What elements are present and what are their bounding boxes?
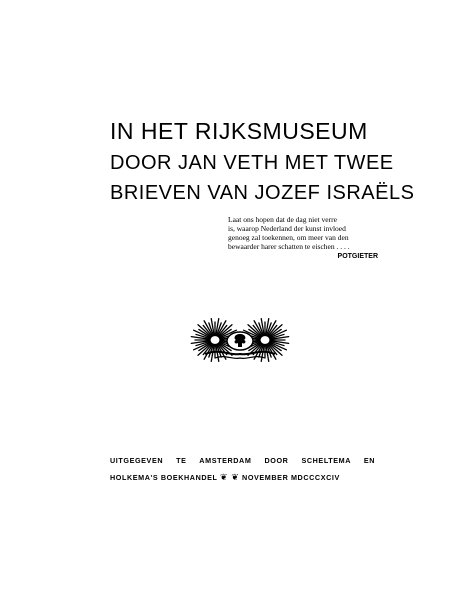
imprint-publisher: HOLKEMA'S BOEKHANDEL xyxy=(110,473,218,482)
epigraph-line: is, waarop Nederland der kunst invloed xyxy=(228,224,346,233)
title-line-2: DOOR JAN VETH MET TWEE xyxy=(110,152,394,174)
sunburst-printers-device-icon xyxy=(185,310,295,366)
imprint-line-1: UITGEGEVEN TE AMSTERDAM DOOR SCHELTEMA EN xyxy=(110,456,375,465)
epigraph-line: Laat ons hopen dat de dag niet verre xyxy=(228,215,337,224)
title-line-3: BRIEVEN VAN JOZEF ISRAËLS xyxy=(110,182,415,204)
epigraph xyxy=(228,215,378,261)
title-line-1: IN HET RIJKSMUSEUM xyxy=(110,118,368,144)
imprint-line-2 xyxy=(110,469,375,486)
imprint xyxy=(110,452,375,486)
imprint-date: NOVEMBER MDCCCXCIV xyxy=(242,473,340,482)
leaf-ornament-icon: ❦ ❦ xyxy=(220,472,240,482)
epigraph-attribution: POTGIETER xyxy=(337,253,378,260)
epigraph-line: bewaarder harer schatten te eischen . . . . xyxy=(228,242,350,251)
epigraph-line: genoeg zal toekennen, om meer van den xyxy=(228,233,349,242)
